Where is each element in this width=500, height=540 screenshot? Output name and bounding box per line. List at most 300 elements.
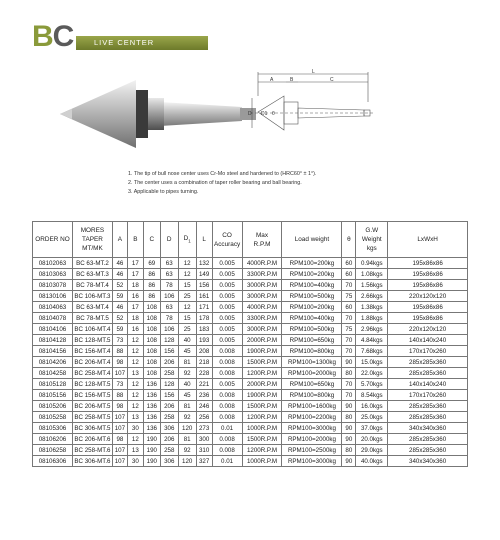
cell-co-accuracy: 0.005: [212, 302, 242, 313]
cell-d: 306: [160, 456, 178, 467]
cell-weight: 1.56kgs: [356, 280, 388, 291]
cell-order-no: 08104156: [33, 346, 73, 357]
cell-max-rpm: 1200R.P.M: [242, 412, 282, 423]
cell-d: 258: [160, 412, 178, 423]
cell-co-accuracy: 0.005: [212, 258, 242, 269]
table-row: [33, 357, 468, 368]
cell-a: 107: [112, 412, 127, 423]
table-row: [33, 313, 468, 324]
cell-order-no: 08106206: [33, 434, 73, 445]
cell-b: 13: [127, 368, 143, 379]
cell-d1: 12: [178, 302, 196, 313]
cell-l: 273: [196, 423, 212, 434]
cell-weight: 5.70kgs: [356, 379, 388, 390]
cell-l: 256: [196, 412, 212, 423]
cell-theta: 60: [342, 269, 356, 280]
dim-label-theta: θ: [272, 111, 275, 117]
cell-d: 128: [160, 335, 178, 346]
note-2: 2. The center uses a combination of taper roller bearing and ball bearing.: [128, 180, 302, 186]
cell-l: 310: [196, 445, 212, 456]
cell-co-accuracy: 0.005: [212, 313, 242, 324]
cell-co-accuracy: 0.008: [212, 401, 242, 412]
header-c: C: [143, 222, 160, 258]
cell-order-no: 08105128: [33, 379, 73, 390]
cell-l: 327: [196, 456, 212, 467]
table-row: [33, 423, 468, 434]
cell-b: 16: [127, 324, 143, 335]
cell-max-rpm: 1500R.P.M: [242, 434, 282, 445]
cell-c: 86: [143, 269, 160, 280]
cell-a: 98: [112, 357, 127, 368]
cell-weight: 1.38kgs: [356, 302, 388, 313]
cell-load-weight: RPM100=200kg: [282, 269, 342, 280]
cell-load-weight: RPM100=200kg: [282, 258, 342, 269]
cell-co-accuracy: 0.01: [212, 423, 242, 434]
dim-label-a: A: [270, 77, 274, 83]
cell-max-rpm: 3000R.P.M: [242, 280, 282, 291]
brand-header: [32, 22, 182, 54]
brand-bar-text: LIVE CENTER: [94, 38, 155, 47]
table-row: [33, 346, 468, 357]
cell-co-accuracy: 0.008: [212, 357, 242, 368]
cell-co-accuracy: 0.008: [212, 445, 242, 456]
technical-drawing: [248, 68, 376, 148]
note-1: 1. The tip of bull nose center uses Cr-Mo steel and hardened to (HRC60° ± 1°).: [128, 171, 317, 177]
cell-d: 206: [160, 401, 178, 412]
cell-size: 285x285x360: [388, 434, 468, 445]
cell-d: 63: [160, 302, 178, 313]
cell-load-weight: RPM100=500kg: [282, 291, 342, 302]
cell-model: BC 106-MT.3: [74, 292, 111, 300]
cell-d: 63: [160, 258, 178, 269]
cell-model: BC 128-MT.5: [74, 336, 111, 344]
cell-d1: 92: [178, 445, 196, 456]
cell-order-no: 08104063: [33, 302, 73, 313]
cell-d1: 25: [178, 291, 196, 302]
cell-weight: 40.0kgs: [356, 456, 388, 467]
cell-a: 88: [112, 390, 127, 401]
cell-c: 108: [143, 335, 160, 346]
cell-c: 136: [143, 379, 160, 390]
cell-l: 156: [196, 280, 212, 291]
cell-d: 78: [160, 280, 178, 291]
cell-d: 258: [160, 445, 178, 456]
cell-a: 46: [112, 302, 127, 313]
cone-tip: [60, 109, 72, 119]
cell-d1: 15: [178, 280, 196, 291]
table-row: [33, 434, 468, 445]
cell-l: 228: [196, 368, 212, 379]
table-row: [33, 335, 468, 346]
table-row: [33, 291, 468, 302]
cell-model: BC 63-MT.2: [72, 258, 112, 269]
cell-d1: 92: [178, 368, 196, 379]
cell-order-no: 08130106: [33, 291, 73, 302]
cell-c: 86: [143, 291, 160, 302]
cell-a: 98: [112, 401, 127, 412]
table-row: [33, 401, 468, 412]
cell-co-accuracy: 0.005: [212, 280, 242, 291]
cell-l: 208: [196, 346, 212, 357]
cell-d: 156: [160, 390, 178, 401]
cell-weight: 29.0kgs: [356, 445, 388, 456]
cell-c: 108: [143, 357, 160, 368]
cell-co-accuracy: 0.008: [212, 412, 242, 423]
cell-max-rpm: 4000R.P.M: [242, 302, 282, 313]
cell-a: 52: [112, 313, 127, 324]
cell-order-no: 08104078: [33, 313, 73, 324]
cell-d1: 81: [178, 401, 196, 412]
cell-size: 285x285x360: [388, 445, 468, 456]
cell-b: 12: [127, 346, 143, 357]
cell-model: BC 106-MT.4: [74, 325, 111, 333]
cell-max-rpm: 1200R.P.M: [242, 368, 282, 379]
cell-model: BC 306-MT.5: [74, 424, 111, 432]
cell-max-rpm: 1200R.P.M: [242, 445, 282, 456]
cell-d1: 12: [178, 258, 196, 269]
cell-size: 140x140x240: [388, 335, 468, 346]
cell-d1: 15: [178, 313, 196, 324]
cell-co-accuracy: 0.008: [212, 368, 242, 379]
cell-load-weight: RPM100=2200kg: [282, 412, 342, 423]
cell-c: 108: [143, 368, 160, 379]
cell-b: 17: [127, 302, 143, 313]
cell-load-weight: RPM100=500kg: [282, 324, 342, 335]
cell-order-no: 08105258: [33, 412, 73, 423]
cell-theta: 70: [342, 390, 356, 401]
cell-d1: 40: [178, 335, 196, 346]
cell-c: 108: [143, 302, 160, 313]
cell-theta: 75: [342, 291, 356, 302]
cell-theta: 90: [342, 423, 356, 434]
cell-max-rpm: 2000R.P.M: [242, 335, 282, 346]
cell-size: 285x285x360: [388, 368, 468, 379]
cell-max-rpm: 3000R.P.M: [242, 291, 282, 302]
cell-theta: 80: [342, 445, 356, 456]
cell-d: 156: [160, 346, 178, 357]
cell-d1: 12: [178, 269, 196, 280]
cell-a: 73: [112, 335, 127, 346]
cell-theta: 60: [342, 258, 356, 269]
table-row: [33, 324, 468, 335]
cell-d1: 81: [178, 357, 196, 368]
cell-l: 246: [196, 401, 212, 412]
cell-b: 17: [127, 269, 143, 280]
cell-max-rpm: 2000R.P.M: [242, 379, 282, 390]
cell-d: 258: [160, 368, 178, 379]
cell-order-no: 08105206: [33, 401, 73, 412]
cell-a: 46: [112, 258, 127, 269]
cell-max-rpm: 1900R.P.M: [242, 390, 282, 401]
table-row: [33, 258, 468, 269]
cell-b: 12: [127, 401, 143, 412]
header-max-rpm: Max R.P.M: [242, 222, 282, 258]
cell-co-accuracy: 0.005: [212, 291, 242, 302]
cell-a: 98: [112, 434, 127, 445]
cell-load-weight: RPM100=3000kg: [282, 423, 342, 434]
table-row: [33, 390, 468, 401]
cell-max-rpm: 1500R.P.M: [242, 357, 282, 368]
cell-size: 195x86x86: [388, 280, 468, 291]
cell-size: 195x86x86: [388, 313, 468, 324]
header-load-weight: Load weight: [282, 222, 342, 258]
cell-weight: 20.0kgs: [356, 434, 388, 445]
cell-b: 17: [127, 258, 143, 269]
cell-b: 12: [127, 379, 143, 390]
header-d1: $D_1$: [178, 222, 196, 258]
cell-co-accuracy: 0.005: [212, 324, 242, 335]
cell-size: 220x120x120: [388, 324, 468, 335]
cell-d1: 92: [178, 412, 196, 423]
cell-l: 178: [196, 313, 212, 324]
cell-weight: 1.08kgs: [356, 269, 388, 280]
cell-size: 285x285x360: [388, 401, 468, 412]
cell-model: BC 156-MT.5: [74, 391, 111, 399]
cell-weight: 0.94kgs: [356, 258, 388, 269]
cell-c: 69: [143, 258, 160, 269]
cell-order-no: 08104128: [33, 335, 73, 346]
cell-order-no: 08106306: [33, 456, 73, 467]
cell-b: 16: [127, 291, 143, 302]
cell-model: BC 63-MT.3: [72, 269, 112, 280]
cell-load-weight: RPM100=650kg: [282, 379, 342, 390]
cell-d: 63: [160, 269, 178, 280]
cell-b: 12: [127, 357, 143, 368]
cell-order-no: 08102063: [33, 258, 73, 269]
cell-weight: 22.0kgs: [356, 368, 388, 379]
table-row: [33, 379, 468, 390]
table-row: [33, 302, 468, 313]
cell-load-weight: RPM100=2500kg: [282, 445, 342, 456]
cell-theta: 90: [342, 357, 356, 368]
cell-b: 12: [127, 335, 143, 346]
cell-a: 59: [112, 324, 127, 335]
cell-weight: 2.96kgs: [356, 324, 388, 335]
cell-max-rpm: 3000R.P.M: [242, 324, 282, 335]
header-size: LxWxH: [388, 222, 468, 258]
cell-c: 136: [143, 390, 160, 401]
cell-l: 171: [196, 302, 212, 313]
cell-l: 218: [196, 357, 212, 368]
header-co-accuracy: CO Accuracy: [212, 222, 242, 258]
cell-theta: 70: [342, 379, 356, 390]
cell-model: BC 63-MT.4: [72, 302, 112, 313]
cell-size: 195x86x86: [388, 269, 468, 280]
cell-l: 193: [196, 335, 212, 346]
cell-load-weight: RPM100=2000kg: [282, 434, 342, 445]
cell-model: BC 206-MT.5: [74, 402, 111, 410]
cell-size: 170x170x260: [388, 390, 468, 401]
cell-d: 128: [160, 379, 178, 390]
table-row: [33, 412, 468, 423]
cell-c: 136: [143, 401, 160, 412]
cell-weight: 4.84kgs: [356, 335, 388, 346]
cell-c: 136: [143, 412, 160, 423]
cell-co-accuracy: 0.005: [212, 335, 242, 346]
cell-a: 46: [112, 269, 127, 280]
cell-size: 340x340x360: [388, 423, 468, 434]
cell-a: 52: [112, 280, 127, 291]
cell-model: BC 78-MT.4: [72, 280, 112, 291]
dim-label-d: D: [248, 111, 252, 117]
cell-order-no: 08104106: [33, 324, 73, 335]
spec-table: [32, 221, 468, 467]
cell-theta: 70: [342, 335, 356, 346]
cell-model: BC 156-MT.4: [74, 347, 111, 355]
cell-max-rpm: 1500R.P.M: [242, 401, 282, 412]
cell-c: 108: [143, 313, 160, 324]
cell-theta: 90: [342, 434, 356, 445]
table-body: [33, 258, 468, 467]
cell-l: 300: [196, 434, 212, 445]
cell-theta: 75: [342, 324, 356, 335]
cell-co-accuracy: 0.008: [212, 390, 242, 401]
table-row: [33, 445, 468, 456]
cell-theta: 90: [342, 401, 356, 412]
cell-c: 86: [143, 280, 160, 291]
dim-label-b: B: [290, 77, 294, 83]
header-mores-taper: MORES TAPER MT/MK: [72, 222, 112, 258]
cell-max-rpm: 3300R.P.M: [242, 313, 282, 324]
cell-b: 30: [127, 423, 143, 434]
cell-size: 220x120x120: [388, 291, 468, 302]
cell-c: 108: [143, 346, 160, 357]
header-theta: θ: [342, 222, 356, 258]
product-photo: [32, 58, 264, 166]
cell-co-accuracy: 0.008: [212, 346, 242, 357]
cell-a: 59: [112, 291, 127, 302]
cell-load-weight: RPM100=3000kg: [282, 456, 342, 467]
feature-notes: [128, 170, 316, 197]
cell-d1: 45: [178, 390, 196, 401]
cell-d1: 120: [178, 423, 196, 434]
cell-order-no: 08105156: [33, 390, 73, 401]
cell-d: 206: [160, 434, 178, 445]
header-order-no: ORDER NO: [33, 222, 73, 258]
note-3: 3. Applicable to pipes turning.: [128, 189, 199, 195]
cell-theta: 70: [342, 313, 356, 324]
cell-a: 107: [112, 456, 127, 467]
cell-load-weight: RPM100=1600kg: [282, 401, 342, 412]
cell-max-rpm: 1000R.P.M: [242, 456, 282, 467]
cell-c: 136: [143, 423, 160, 434]
cell-b: 13: [127, 445, 143, 456]
cell-l: 149: [196, 269, 212, 280]
cell-theta: 90: [342, 456, 356, 467]
cell-weight: 37.0kgs: [356, 423, 388, 434]
cell-load-weight: RPM100=200kg: [282, 302, 342, 313]
cell-size: 170x170x260: [388, 346, 468, 357]
header-gw: G.W Weight kgs: [356, 222, 388, 258]
cell-order-no: 08105306: [33, 423, 73, 434]
cell-model: BC 258-MT.4: [74, 369, 111, 377]
cell-max-rpm: 1900R.P.M: [242, 346, 282, 357]
cell-b: 18: [127, 313, 143, 324]
cell-theta: 70: [342, 346, 356, 357]
cell-order-no: 08103078: [33, 280, 73, 291]
header-l: L: [196, 222, 212, 258]
header-d: D: [160, 222, 178, 258]
cell-a: 107: [112, 368, 127, 379]
cell-l: 221: [196, 379, 212, 390]
cell-d1: 40: [178, 379, 196, 390]
cell-order-no: 08104206: [33, 357, 73, 368]
cell-l: 161: [196, 291, 212, 302]
cell-max-rpm: 3300R.P.M: [242, 269, 282, 280]
cell-size: 140x140x240: [388, 379, 468, 390]
table-row: [33, 456, 468, 467]
cell-b: 12: [127, 390, 143, 401]
cell-c: 190: [143, 456, 160, 467]
cell-weight: 8.54kgs: [356, 390, 388, 401]
cell-weight: 16.0kgs: [356, 401, 388, 412]
cell-l: 132: [196, 258, 212, 269]
cell-d: 106: [160, 291, 178, 302]
cell-b: 30: [127, 456, 143, 467]
cell-d1: 45: [178, 346, 196, 357]
cell-weight: 7.68kgs: [356, 346, 388, 357]
cell-co-accuracy: 0.005: [212, 269, 242, 280]
cell-max-rpm: 1000R.P.M: [242, 423, 282, 434]
dim-label-d1: D1: [261, 111, 268, 117]
cell-d: 306: [160, 423, 178, 434]
cell-a: 88: [112, 346, 127, 357]
cell-model: BC 258-MT.5: [74, 413, 111, 421]
cell-d1: 25: [178, 324, 196, 335]
cell-co-accuracy: 0.005: [212, 379, 242, 390]
table-row: [33, 269, 468, 280]
cell-theta: 80: [342, 368, 356, 379]
header-b: B: [127, 222, 143, 258]
cell-b: 13: [127, 412, 143, 423]
cell-d1: 81: [178, 434, 196, 445]
cell-size: 195x86x86: [388, 302, 468, 313]
cell-b: 12: [127, 434, 143, 445]
cell-a: 107: [112, 423, 127, 434]
dim-label-l: L: [312, 69, 315, 75]
table-row: [33, 280, 468, 291]
cell-order-no: 08103063: [33, 269, 73, 280]
cell-b: 18: [127, 280, 143, 291]
cell-size: 195x86x86: [388, 258, 468, 269]
cell-weight: 15.0kgs: [356, 357, 388, 368]
cell-load-weight: RPM100=650kg: [282, 335, 342, 346]
table-row: [33, 368, 468, 379]
body-ring: [136, 90, 148, 138]
cell-d1: 120: [178, 456, 196, 467]
cell-l: 236: [196, 390, 212, 401]
cell-a: 73: [112, 379, 127, 390]
table-header-row: [33, 222, 468, 258]
cell-c: 108: [143, 324, 160, 335]
cell-size: 340x340x360: [388, 456, 468, 467]
cell-load-weight: RPM100=400kg: [282, 313, 342, 324]
cell-size: 285x285x360: [388, 357, 468, 368]
cell-a: 107: [112, 445, 127, 456]
cell-weight: 25.0kgs: [356, 412, 388, 423]
cell-theta: 70: [342, 280, 356, 291]
cell-c: 190: [143, 434, 160, 445]
cell-size: 285x285x360: [388, 412, 468, 423]
cell-weight: 2.66kgs: [356, 291, 388, 302]
cell-co-accuracy: 0.01: [212, 456, 242, 467]
cell-load-weight: RPM100=1300kg: [282, 357, 342, 368]
cell-load-weight: RPM100=2000kg: [282, 368, 342, 379]
shank-shape: [160, 102, 242, 126]
cell-model: BC 258-MT.6: [74, 446, 111, 454]
cell-model: BC 128-MT.5: [74, 380, 111, 388]
dim-label-c: C: [330, 77, 334, 83]
